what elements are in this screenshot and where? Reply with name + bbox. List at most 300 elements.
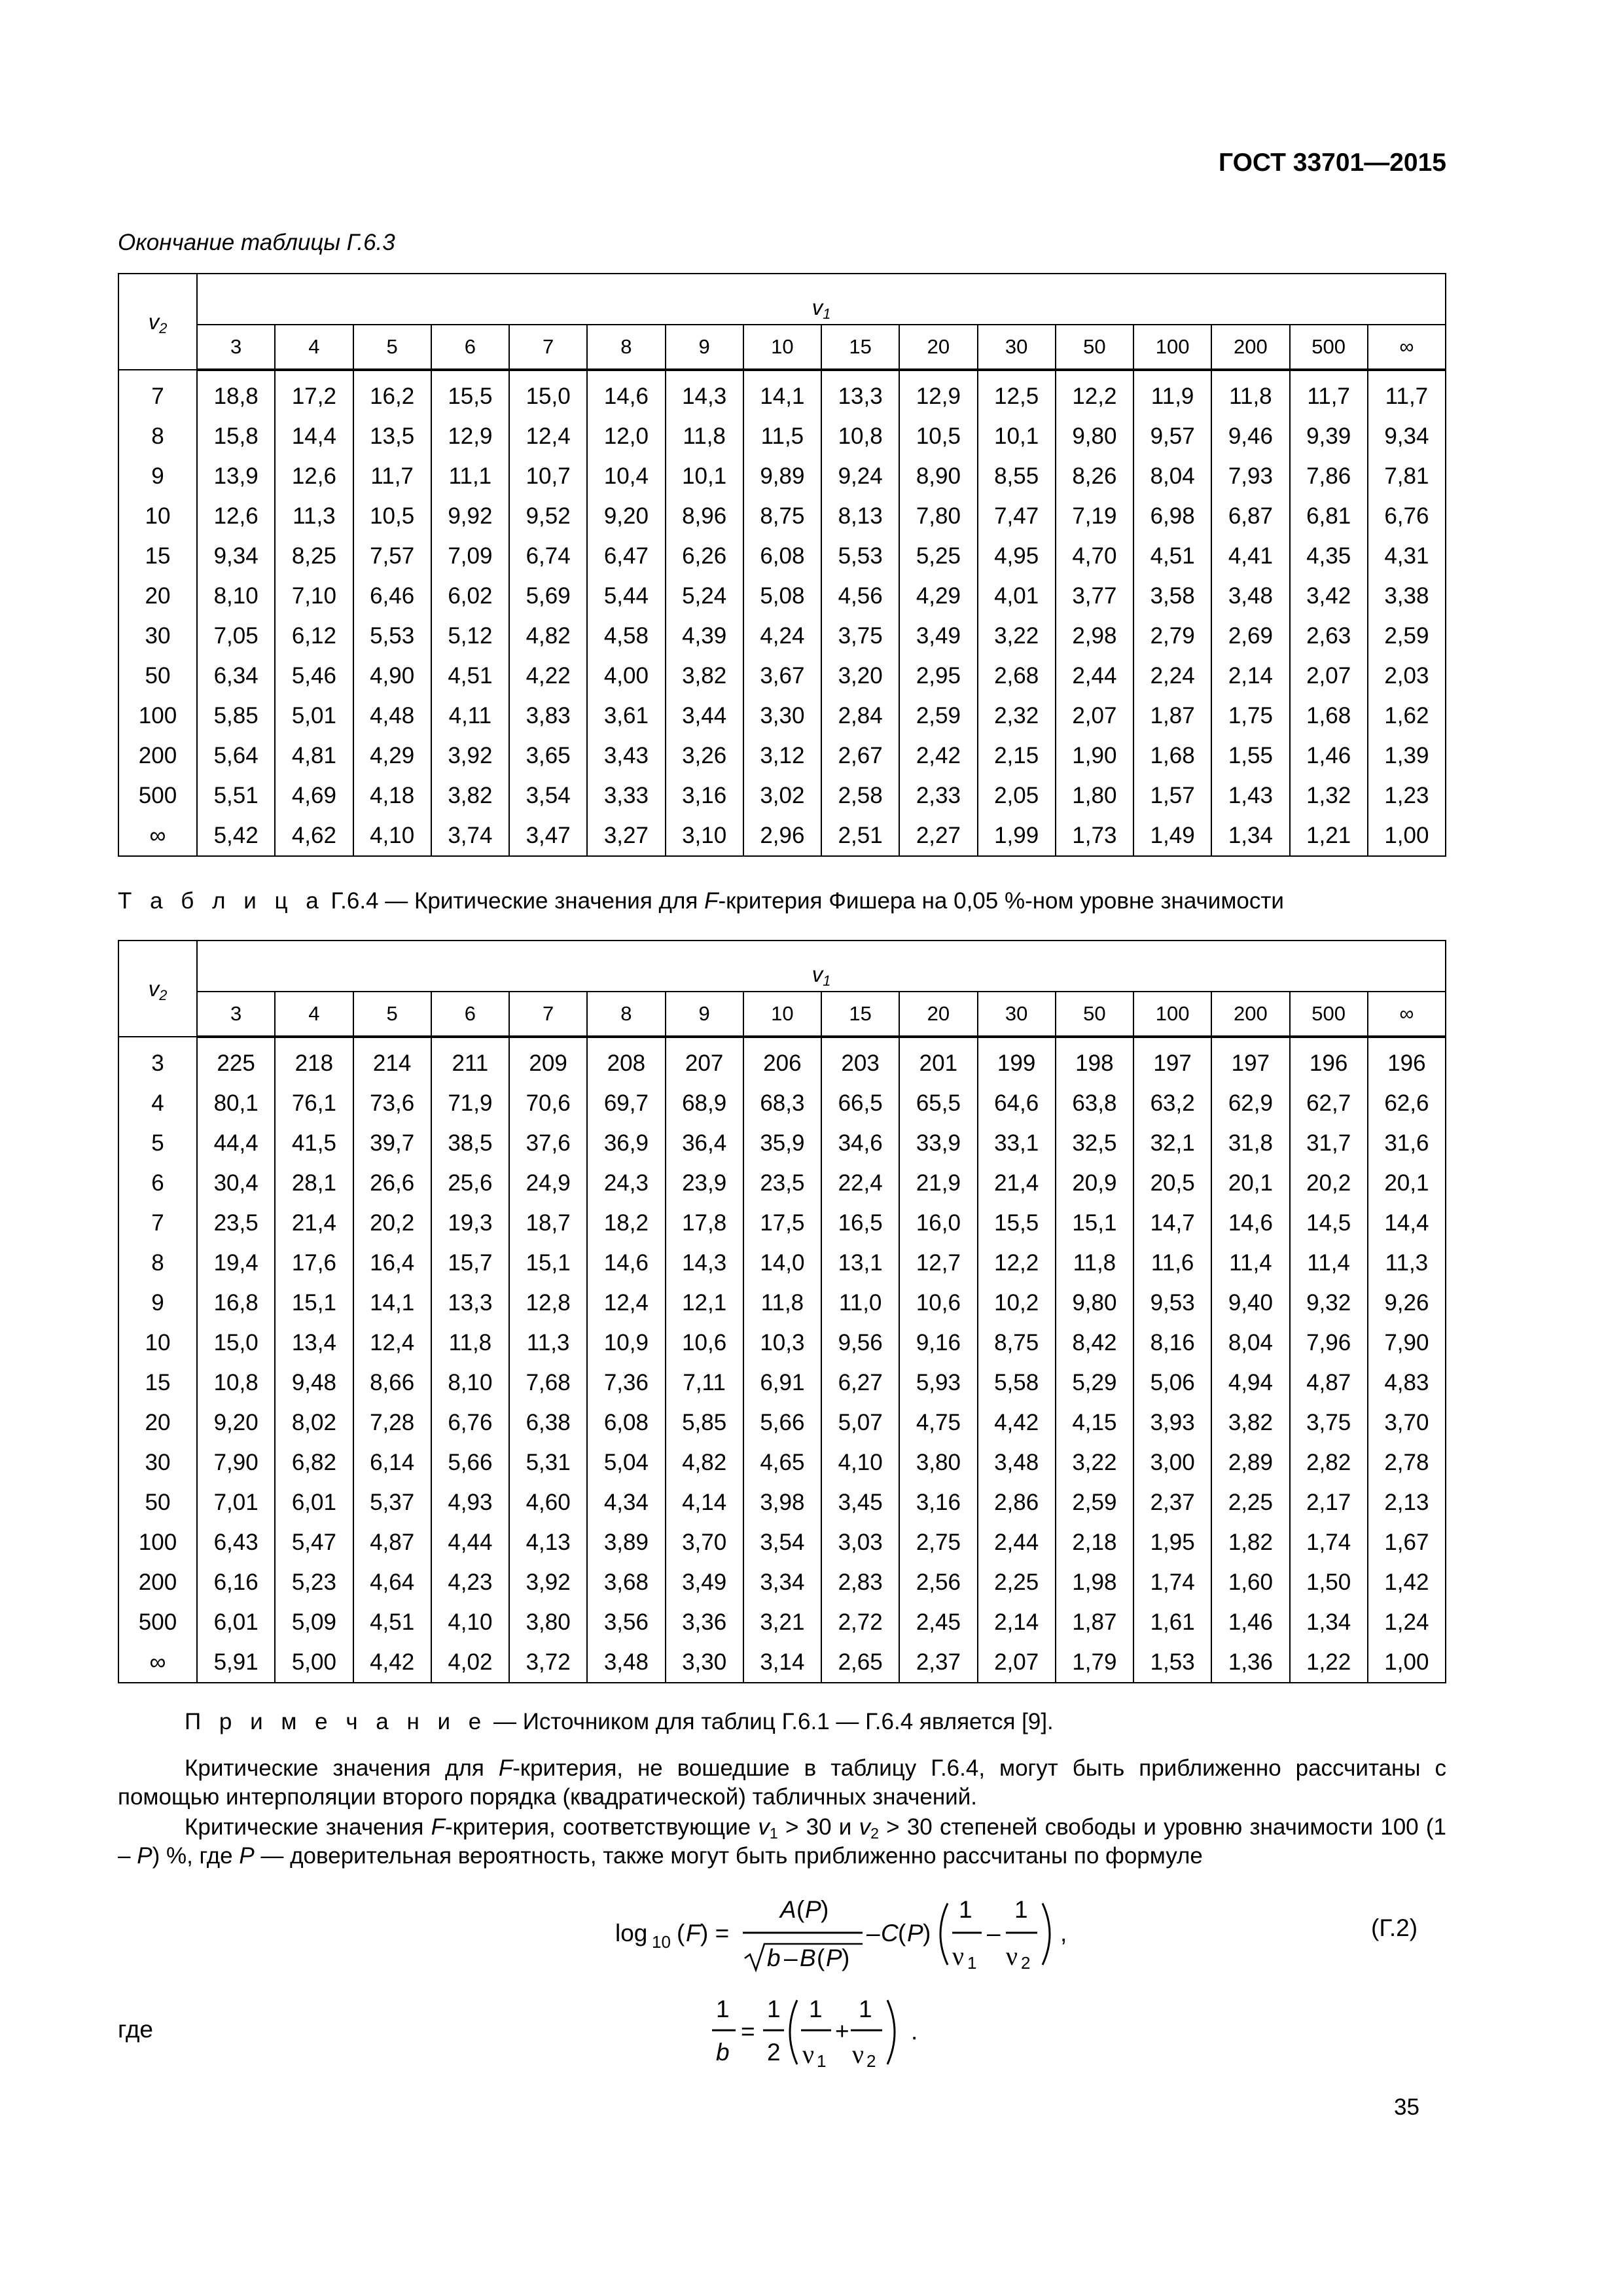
table-cell: 8,10: [431, 1363, 509, 1403]
table-cell: 3,77: [1056, 576, 1133, 616]
table-cell: 7,68: [509, 1363, 587, 1403]
table-cell: 10,6: [899, 1283, 977, 1323]
table-cell: 1,32: [1290, 776, 1368, 816]
table-cell: 9,20: [587, 496, 665, 536]
table-cell: 6,43: [197, 1522, 275, 1562]
table-cell: 3,33: [587, 776, 665, 816]
table-cell: 199: [978, 1037, 1056, 1083]
svg-text:(: (: [677, 1920, 685, 1946]
table-cell: 1,99: [978, 816, 1056, 856]
table-cell: 2,05: [978, 776, 1056, 816]
table-cell: 13,3: [821, 370, 899, 416]
table-cell: 2,07: [978, 1642, 1056, 1683]
table-cell: 2,07: [1056, 696, 1133, 736]
table-cell: 11,8: [1211, 370, 1289, 416]
table-cell: 3,89: [587, 1522, 665, 1562]
row-header-cell: ∞: [118, 1642, 197, 1683]
table-cell: 3,00: [1133, 1443, 1211, 1482]
table-row: [118, 616, 1446, 656]
table-cell: 4,22: [509, 656, 587, 696]
table-cell: 21,4: [978, 1163, 1056, 1203]
table-cell: 4,60: [509, 1482, 587, 1522]
table-cell: 3,54: [743, 1522, 821, 1562]
table-cell: 11,8: [743, 1283, 821, 1323]
table-cell: 208: [587, 1037, 665, 1083]
table-cell: 1,22: [1290, 1642, 1368, 1683]
table-cell: 4,31: [1368, 536, 1446, 576]
table-cell: 9,20: [197, 1403, 275, 1443]
svg-text:2: 2: [767, 2039, 781, 2066]
table-cell: 1,60: [1211, 1562, 1289, 1602]
table-cell: 3,47: [509, 816, 587, 856]
table-cell: 16,5: [821, 1203, 899, 1243]
svg-text:2: 2: [866, 2051, 876, 2071]
table-cell: 6,08: [743, 536, 821, 576]
table-row: [118, 536, 1446, 576]
svg-text:2: 2: [1021, 1953, 1031, 1973]
table-cell: 69,7: [587, 1083, 665, 1123]
column-group-header-v1: $v_1$: [197, 941, 1446, 992]
table-cell: 6,76: [1368, 496, 1446, 536]
column-header: ∞: [1368, 992, 1446, 1037]
table-cell: 1,50: [1290, 1562, 1368, 1602]
table-cell: 218: [275, 1037, 353, 1083]
table-cell: 4,23: [431, 1562, 509, 1602]
table-cell: 5,66: [431, 1443, 509, 1482]
table-cell: 209: [509, 1037, 587, 1083]
table-cell: 2,42: [899, 736, 977, 776]
table-cell: 35,9: [743, 1123, 821, 1163]
svg-text:10: 10: [652, 1932, 671, 1952]
table-cell: 196: [1368, 1037, 1446, 1083]
table-cell: 4,14: [666, 1482, 743, 1522]
table-cell: 17,2: [275, 370, 353, 416]
table-cell: 11,8: [666, 416, 743, 456]
table-cell: 10,1: [978, 416, 1056, 456]
table-cell: 15,8: [197, 416, 275, 456]
table-cell: 34,6: [821, 1123, 899, 1163]
column-header: 500: [1290, 992, 1368, 1037]
svg-text:–: –: [866, 1920, 880, 1946]
table-cell: 3,34: [743, 1562, 821, 1602]
table-cell: 3,80: [899, 1443, 977, 1482]
table-cell: 9,32: [1290, 1283, 1368, 1323]
table-row: [118, 496, 1446, 536]
table-cell: 14,3: [666, 370, 743, 416]
table-cell: 18,8: [197, 370, 275, 416]
table-cell: 15,0: [509, 370, 587, 416]
row-header-cell: 9: [118, 1283, 197, 1323]
table-cell: 1,68: [1290, 696, 1368, 736]
table-cell: 5,53: [821, 536, 899, 576]
table-row: [118, 1363, 1446, 1403]
table-cell: 11,7: [353, 456, 431, 496]
table-note: П р и м е ч а н и е — Источником для таблиц Г.6.1 — Г.6.4 является [9].: [185, 1709, 1054, 1734]
table-cell: 7,28: [353, 1403, 431, 1443]
table-cell: 4,11: [431, 696, 509, 736]
column-header: 30: [978, 992, 1056, 1037]
table-cell: 7,05: [197, 616, 275, 656]
table-cell: 2,98: [1056, 616, 1133, 656]
table-cell: 5,01: [275, 696, 353, 736]
table-cell: 3,98: [743, 1482, 821, 1522]
table-cell: 4,90: [353, 656, 431, 696]
table-cell: 3,82: [666, 656, 743, 696]
table-cell: 4,39: [666, 616, 743, 656]
row-header-cell: ∞: [118, 816, 197, 856]
table-cell: 3,36: [666, 1602, 743, 1642]
table-cell: 13,5: [353, 416, 431, 456]
table-cell: 12,0: [587, 416, 665, 456]
table-cell: 5,42: [197, 816, 275, 856]
table-cell: 5,37: [353, 1482, 431, 1522]
table-cell: 4,29: [899, 576, 977, 616]
table-cell: 15,7: [431, 1243, 509, 1283]
table-cell: 11,4: [1211, 1243, 1289, 1283]
table-cell: 3,43: [587, 736, 665, 776]
table-cell: 4,51: [431, 656, 509, 696]
table-cell: 8,13: [821, 496, 899, 536]
table-cell: 12,5: [978, 370, 1056, 416]
svg-text:–: –: [784, 1945, 798, 1971]
table-cell: 1,00: [1368, 816, 1446, 856]
table-row: [118, 1283, 1446, 1323]
table-cell: 4,35: [1290, 536, 1368, 576]
table-cell: 22,4: [821, 1163, 899, 1203]
table-cell: 9,89: [743, 456, 821, 496]
svg-text:A: A: [780, 1896, 796, 1923]
table-cell: 4,82: [666, 1443, 743, 1482]
table-cell: 4,70: [1056, 536, 1133, 576]
table-cell: 1,90: [1056, 736, 1133, 776]
table-cell: 2,72: [821, 1602, 899, 1642]
table-cell: 5,29: [1056, 1363, 1133, 1403]
table-cell: 203: [821, 1037, 899, 1083]
table-cell: 21,9: [899, 1163, 977, 1203]
table-cell: 2,25: [1211, 1482, 1289, 1522]
table-cell: 20,2: [353, 1203, 431, 1243]
table-cell: 1,87: [1133, 696, 1211, 736]
table-cell: 16,4: [353, 1243, 431, 1283]
table-cell: 3,82: [1211, 1403, 1289, 1443]
table-cell: 4,01: [978, 576, 1056, 616]
table-cell: 3,48: [587, 1642, 665, 1683]
table-cell: 14,1: [743, 370, 821, 416]
svg-text:1: 1: [817, 2051, 827, 2071]
table-cell: 2,67: [821, 736, 899, 776]
table-cell: 23,9: [666, 1163, 743, 1203]
table-cell: 1,82: [1211, 1522, 1289, 1562]
table-cell: 3,03: [821, 1522, 899, 1562]
table-cell: 3,30: [743, 696, 821, 736]
svg-text:1: 1: [967, 1953, 977, 1973]
table-row: [118, 1642, 1446, 1683]
table-cell: 7,81: [1368, 456, 1446, 496]
table-cell: 3,92: [509, 1562, 587, 1602]
table-cell: 211: [431, 1037, 509, 1083]
table-cell: 4,56: [821, 576, 899, 616]
table-cell: 9,52: [509, 496, 587, 536]
row-header-cell: 50: [118, 656, 197, 696]
table-row: [118, 1123, 1446, 1163]
table-cell: 2,32: [978, 696, 1056, 736]
table-g64: [118, 940, 1446, 1683]
table-cell: 17,5: [743, 1203, 821, 1243]
svg-text:B: B: [800, 1945, 816, 1971]
column-header-row: [118, 325, 1446, 370]
table-cell: 1,36: [1211, 1642, 1289, 1683]
table-cell: 11,8: [1056, 1243, 1133, 1283]
row-header-cell: 15: [118, 1363, 197, 1403]
table-cell: 8,26: [1056, 456, 1133, 496]
table-cell: 7,96: [1290, 1323, 1368, 1363]
table-cell: 4,58: [587, 616, 665, 656]
table-cell: 1,42: [1368, 1562, 1446, 1602]
svg-text:1: 1: [716, 1996, 730, 2022]
table-cell: 7,01: [197, 1482, 275, 1522]
table-cell: 1,79: [1056, 1642, 1133, 1683]
table-cell: 1,46: [1290, 736, 1368, 776]
table-cell: 5,47: [275, 1522, 353, 1562]
table-cell: 16,0: [899, 1203, 977, 1243]
table-cell: 9,40: [1211, 1283, 1289, 1323]
svg-text:P: P: [907, 1920, 923, 1946]
table-cell: 2,95: [899, 656, 977, 696]
table-cell: 5,46: [275, 656, 353, 696]
table-cell: 37,6: [509, 1123, 587, 1163]
table-cell: 4,62: [275, 816, 353, 856]
svg-text:1: 1: [859, 1996, 872, 2022]
column-header: 100: [1133, 325, 1211, 370]
table-cell: 3,75: [821, 616, 899, 656]
table-cell: 28,1: [275, 1163, 353, 1203]
table-cell: 9,57: [1133, 416, 1211, 456]
table-cell: 31,8: [1211, 1123, 1289, 1163]
column-header: 7: [509, 992, 587, 1037]
table-cell: 14,5: [1290, 1203, 1368, 1243]
table-cell: 3,20: [821, 656, 899, 696]
table-cell: 15,1: [509, 1243, 587, 1283]
table-cell: 1,68: [1133, 736, 1211, 776]
table-cell: 3,14: [743, 1642, 821, 1683]
table-cell: 6,76: [431, 1403, 509, 1443]
table-cell: 10,3: [743, 1323, 821, 1363]
row-header-cell: 100: [118, 1522, 197, 1562]
table-cell: 3,82: [431, 776, 509, 816]
table-cell: 3,75: [1290, 1403, 1368, 1443]
table-cell: 12,1: [666, 1283, 743, 1323]
svg-text:F: F: [686, 1920, 701, 1946]
table-cell: 18,7: [509, 1203, 587, 1243]
column-header: 200: [1211, 992, 1289, 1037]
table-cell: 2,96: [743, 816, 821, 856]
table-cell: 4,18: [353, 776, 431, 816]
table-row: [118, 1163, 1446, 1203]
table-cell: 5,24: [666, 576, 743, 616]
table-cell: 5,93: [899, 1363, 977, 1403]
table-cell: 1,55: [1211, 736, 1289, 776]
table-cell: 6,27: [821, 1363, 899, 1403]
table-cell: 31,6: [1368, 1123, 1446, 1163]
table-cell: 15,1: [1056, 1203, 1133, 1243]
svg-text:ν: ν: [852, 2039, 865, 2069]
table-cell: 2,83: [821, 1562, 899, 1602]
table-cell: 9,56: [821, 1323, 899, 1363]
table-cell: 24,9: [509, 1163, 587, 1203]
table-cell: 8,75: [978, 1323, 1056, 1363]
table-cell: 206: [743, 1037, 821, 1083]
table-cell: 12,2: [978, 1243, 1056, 1283]
table-cell: 73,6: [353, 1083, 431, 1123]
table-cell: 2,79: [1133, 616, 1211, 656]
table-cell: 198: [1056, 1037, 1133, 1083]
table-cell: 1,98: [1056, 1562, 1133, 1602]
table-cell: 15,5: [431, 370, 509, 416]
table-cell: 6,08: [587, 1403, 665, 1443]
table-cell: 6,12: [275, 616, 353, 656]
table-cell: 4,95: [978, 536, 1056, 576]
table-cell: 11,9: [1133, 370, 1211, 416]
row-header-cell: 5: [118, 1123, 197, 1163]
table-cell: 1,87: [1056, 1602, 1133, 1642]
column-header: 200: [1211, 325, 1289, 370]
column-header: 6: [431, 992, 509, 1037]
table-cell: 4,13: [509, 1522, 587, 1562]
svg-text:1: 1: [767, 1996, 781, 2022]
table-row: [118, 370, 1446, 416]
table-cell: 2,75: [899, 1522, 977, 1562]
table-cell: 2,27: [899, 816, 977, 856]
table-cell: 1,67: [1368, 1522, 1446, 1562]
table-cell: 5,66: [743, 1403, 821, 1443]
table-cell: 10,5: [899, 416, 977, 456]
table-cell: 5,08: [743, 576, 821, 616]
where-label: где: [118, 2016, 154, 2043]
table-cell: 11,7: [1290, 370, 1368, 416]
svg-text:–: –: [987, 1920, 1001, 1946]
formula-log: log: [615, 1920, 648, 1946]
table-cell: 1,74: [1133, 1562, 1211, 1602]
table-cell: 4,02: [431, 1642, 509, 1683]
table-cell: 2,58: [821, 776, 899, 816]
table-cell: 14,3: [666, 1243, 743, 1283]
table-cell: 14,0: [743, 1243, 821, 1283]
table-cell: 8,66: [353, 1363, 431, 1403]
table-cell: 4,00: [587, 656, 665, 696]
formula-g2: [615, 1885, 1113, 1983]
table-cell: 10,2: [978, 1283, 1056, 1323]
table-cell: 4,94: [1211, 1363, 1289, 1403]
table-cell: 2,59: [899, 696, 977, 736]
table-cell: 8,25: [275, 536, 353, 576]
table-cell: 2,14: [1211, 656, 1289, 696]
table-cell: 9,34: [1368, 416, 1446, 456]
table-cell: 12,7: [899, 1243, 977, 1283]
table-cell: 3,54: [509, 776, 587, 816]
table-cell: 32,5: [1056, 1123, 1133, 1163]
row-header-cell: 100: [118, 696, 197, 736]
table-cell: 5,69: [509, 576, 587, 616]
table-cell: 1,61: [1133, 1602, 1211, 1642]
table-cell: 3,74: [431, 816, 509, 856]
table-cell: 5,44: [587, 576, 665, 616]
column-header: 6: [431, 325, 509, 370]
table-row: [118, 696, 1446, 736]
table-cell: 62,9: [1211, 1083, 1289, 1123]
svg-text:) =: ) =: [700, 1920, 730, 1946]
table-cell: 3,42: [1290, 576, 1368, 616]
table-row: [118, 456, 1446, 496]
table-cell: 10,8: [197, 1363, 275, 1403]
table-cell: 6,91: [743, 1363, 821, 1403]
column-header: 10: [743, 992, 821, 1037]
table-row: [118, 1323, 1446, 1363]
table-cell: 9,24: [821, 456, 899, 496]
table-cell: 14,7: [1133, 1203, 1211, 1243]
table-cell: 9,39: [1290, 416, 1368, 456]
table-g63-end: [118, 273, 1446, 857]
table-cell: 4,44: [431, 1522, 509, 1562]
table-cell: 6,47: [587, 536, 665, 576]
svg-text:(: (: [796, 1896, 805, 1923]
table-cell: 6,74: [509, 536, 587, 576]
table-cell: 12,8: [509, 1283, 587, 1323]
table-cell: 2,86: [978, 1482, 1056, 1522]
table-cell: 24,3: [587, 1163, 665, 1203]
svg-text:+: +: [835, 2018, 849, 2045]
table-cell: 14,6: [587, 1243, 665, 1283]
column-header: 20: [899, 992, 977, 1037]
table-cell: 4,42: [978, 1403, 1056, 1443]
table-cell: 62,7: [1290, 1083, 1368, 1123]
table-cell: 5,06: [1133, 1363, 1211, 1403]
table-cell: 5,12: [431, 616, 509, 656]
table-cell: 9,48: [275, 1363, 353, 1403]
table-cell: 30,4: [197, 1163, 275, 1203]
table-cell: 3,45: [821, 1482, 899, 1522]
table-cell: 196: [1290, 1037, 1368, 1083]
table-cell: 3,10: [666, 816, 743, 856]
table-cell: 20,1: [1211, 1163, 1289, 1203]
table-cell: 3,72: [509, 1642, 587, 1683]
table-cell: 214: [353, 1037, 431, 1083]
svg-text:(: (: [898, 1920, 906, 1946]
table-cell: 31,7: [1290, 1123, 1368, 1163]
table-cell: 2,44: [1056, 656, 1133, 696]
row-header-cell: 9: [118, 456, 197, 496]
table-cell: 32,1: [1133, 1123, 1211, 1163]
table-cell: 63,8: [1056, 1083, 1133, 1123]
table-cell: 3,21: [743, 1602, 821, 1642]
table-cell: 8,10: [197, 576, 275, 616]
table-cell: 1,49: [1133, 816, 1211, 856]
table-cell: 7,90: [197, 1443, 275, 1482]
table-cell: 3,70: [666, 1522, 743, 1562]
table-cell: 80,1: [197, 1083, 275, 1123]
table-cell: 4,64: [353, 1562, 431, 1602]
table-cell: 4,69: [275, 776, 353, 816]
table-row: [118, 576, 1446, 616]
table-cell: 26,6: [353, 1163, 431, 1203]
table-cell: 3,12: [743, 736, 821, 776]
table-cell: 2,84: [821, 696, 899, 736]
table-cell: 13,9: [197, 456, 275, 496]
table-cell: 3,26: [666, 736, 743, 776]
table-cell: 5,23: [275, 1562, 353, 1602]
table-cell: 2,51: [821, 816, 899, 856]
table-cell: 4,24: [743, 616, 821, 656]
table-row: [118, 1243, 1446, 1283]
